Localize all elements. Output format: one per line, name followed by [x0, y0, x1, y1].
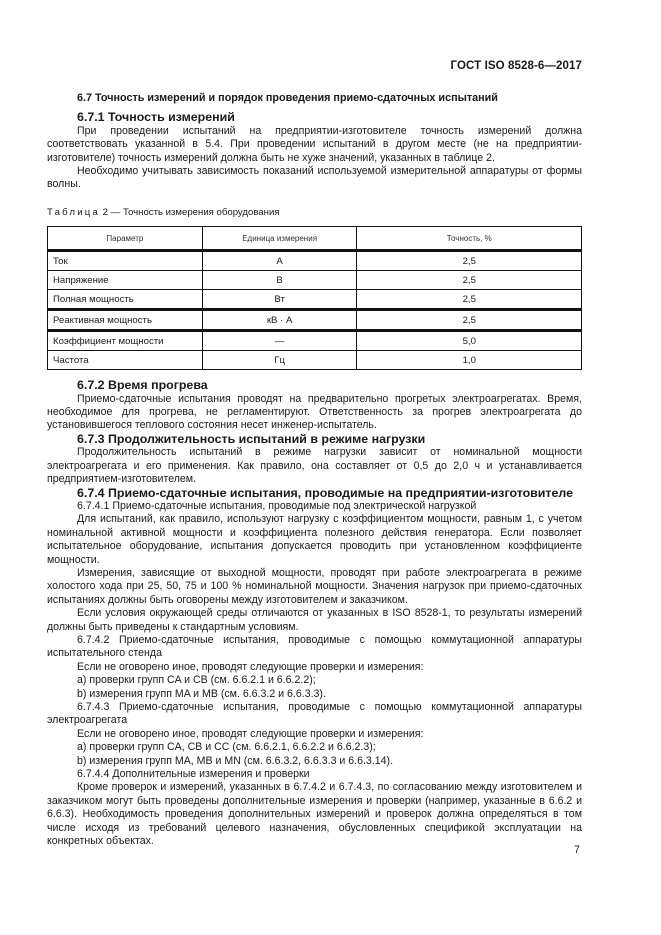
cell-accuracy: 2,5 [357, 290, 582, 310]
table-row [48, 331, 582, 351]
clause-title-6-7-4-1: 6.7.4.1 Приемо-сдаточные испытания, проводимые под электрической нагрузкой [77, 499, 477, 512]
column-header-accuracy: Точность, % [357, 227, 582, 251]
page-content [47, 92, 582, 848]
paragraph: Приемо-сдаточные испытания проводят на предварительно прогретых электроагрегатах. Время, необходимое для прогрева, не регламентируют. Ответственность за прогрев электроагрегата до установившегося теплового состояния несет инженер-испытатель. [47, 392, 582, 432]
paragraph: При проведении испытаний на предприятии-изготовителе точность измерений должна соответствовать указанной в 5.4. При проведении испытаний в другом месте (не на предприятии-изготовителе) точность измерений должна быть не хуже значений, указанных в таблице 2. [47, 124, 582, 164]
subsection-title-6-7-3: 6.7.3 Продолжительность испытаний в режиме нагрузки [77, 431, 426, 446]
column-header-unit: Единица измерения [202, 227, 357, 251]
list-item: b) измерения групп MA и MB (см. 6.6.3.2 и 6.6.3.3). [77, 687, 326, 700]
paragraph: Продолжительность испытаний в режиме нагрузки зависит от номинальной мощности электроагрегата и его применения. Как правило, она составляет от 0,5 до 2,0 ч и устанавливается предприятием-изготовителем. [47, 446, 582, 486]
list-item: b) измерения групп MA, MB и MN (см. 6.6.3.2, 6.6.3.3 и 6.6.3.14). [77, 754, 394, 767]
table-header-row [48, 227, 582, 251]
cell-parameter: Полная мощность [48, 290, 203, 310]
cell-accuracy: 2,5 [357, 271, 582, 290]
cell-parameter: Частота [48, 351, 203, 370]
cell-unit: — [202, 331, 357, 351]
subsection-title-6-7-1: 6.7.1 Точность измерений [77, 110, 235, 125]
paragraph: Если не оговорено иное, проводят следующие проверки и измерения: [77, 727, 424, 740]
cell-accuracy: 2,5 [357, 251, 582, 271]
cell-accuracy: 1,0 [357, 351, 582, 370]
cell-unit: Вт [202, 290, 357, 310]
page-number: 7 [574, 844, 580, 856]
accuracy-table [47, 226, 582, 370]
cell-parameter: Коэффициент мощности [48, 331, 203, 351]
table-caption-label: Таблица [47, 206, 101, 218]
cell-accuracy: 5,0 [357, 331, 582, 351]
paragraph: Для испытаний, как правило, используют нагрузку с коэффициентом мощности, равным 1, с учетом номинальной активной мощности и коэффициента полезного действия генератора. Если позволяет испытательное оборудование, испытания допускается проводить при установленном коэффициенте мощности. [47, 513, 582, 566]
cell-parameter: Ток [48, 251, 203, 271]
clause-title-6-7-4-2: 6.7.4.2 Приемо-сдаточные испытания, проводимые с помощью коммутационной аппаратуры испытательного стенда [47, 633, 582, 660]
column-header-parameter: Параметр [48, 227, 203, 251]
clause-title-6-7-4-4: 6.7.4.4 Дополнительные измерения и проверки [77, 768, 310, 781]
paragraph: Если условия окружающей среды отличаются от указанных в ISO 8528-1, то результаты измерений должны быть приведены к стандартным условиям. [47, 607, 582, 633]
cell-unit: А [202, 251, 357, 271]
cell-parameter: Реактивная мощность [48, 310, 203, 331]
table-caption [47, 206, 582, 219]
table-row [48, 290, 582, 310]
cell-parameter: Напряжение [48, 271, 203, 290]
cell-unit: кВ · А [202, 310, 357, 331]
table-row [48, 351, 582, 370]
list-item: a) проверки групп CA, CB и CC (см. 6.6.2.1, 6.6.2.2 и 6.6.2.3); [77, 741, 376, 754]
table-caption-text: 2 — Точность измерения оборудования [100, 206, 280, 218]
subsection-title-6-7-2: 6.7.2 Время прогрева [77, 378, 208, 393]
section-title-6-7: 6.7 Точность измерений и порядок проведения приемо-сдаточных испытаний [77, 92, 498, 104]
document-id-header: ГОСТ ISO 8528-6—2017 [450, 60, 582, 72]
cell-accuracy: 2,5 [357, 310, 582, 331]
table-row [48, 271, 582, 290]
list-item: a) проверки групп CA и CB (см. 6.6.2.1 и 6.6.2.2); [77, 674, 316, 687]
paragraph: Кроме проверок и измерений, указанных в 6.7.4.2 и 6.7.4.3, по согласованию между изготовителем и заказчиком могут быть проведены дополнительные измерения и проверки (например, указанные в 6.6.2 и 6.6.3). Необходимость проведения дополнительных измерений и проверок должна определяться в том числе исходя из требований целевого назначения, обусловленных спецификой эксплуатации на конкретных объектах. [47, 781, 582, 848]
subsection-title-6-7-4: 6.7.4 Приемо-сдаточные испытания, проводимые на предприятии-изготовителе [77, 485, 573, 500]
clause-title-6-7-4-3: 6.7.4.3 Приемо-сдаточные испытания, проводимые с помощью коммутационной аппаратуры электроагрегата [47, 701, 582, 727]
paragraph: Необходимо учитывать зависимость показаний используемой измерительной аппаратуры от формы волны. [47, 165, 582, 191]
paragraph: Измерения, зависящие от выходной мощности, проводят при работе электроагрегата в режиме холостого хода при 25, 50, 75 и 100 % номинальной мощности. Значения нагрузок при приемо-сдаточных испытаниях должны быть оговорены между изготовителем и заказчиком. [47, 566, 582, 606]
paragraph: Если не оговорено иное, проводят следующие проверки и измерения: [77, 660, 424, 673]
cell-unit: В [202, 271, 357, 290]
table-row [48, 310, 582, 331]
cell-unit: Гц [202, 351, 357, 370]
table-row [48, 251, 582, 271]
